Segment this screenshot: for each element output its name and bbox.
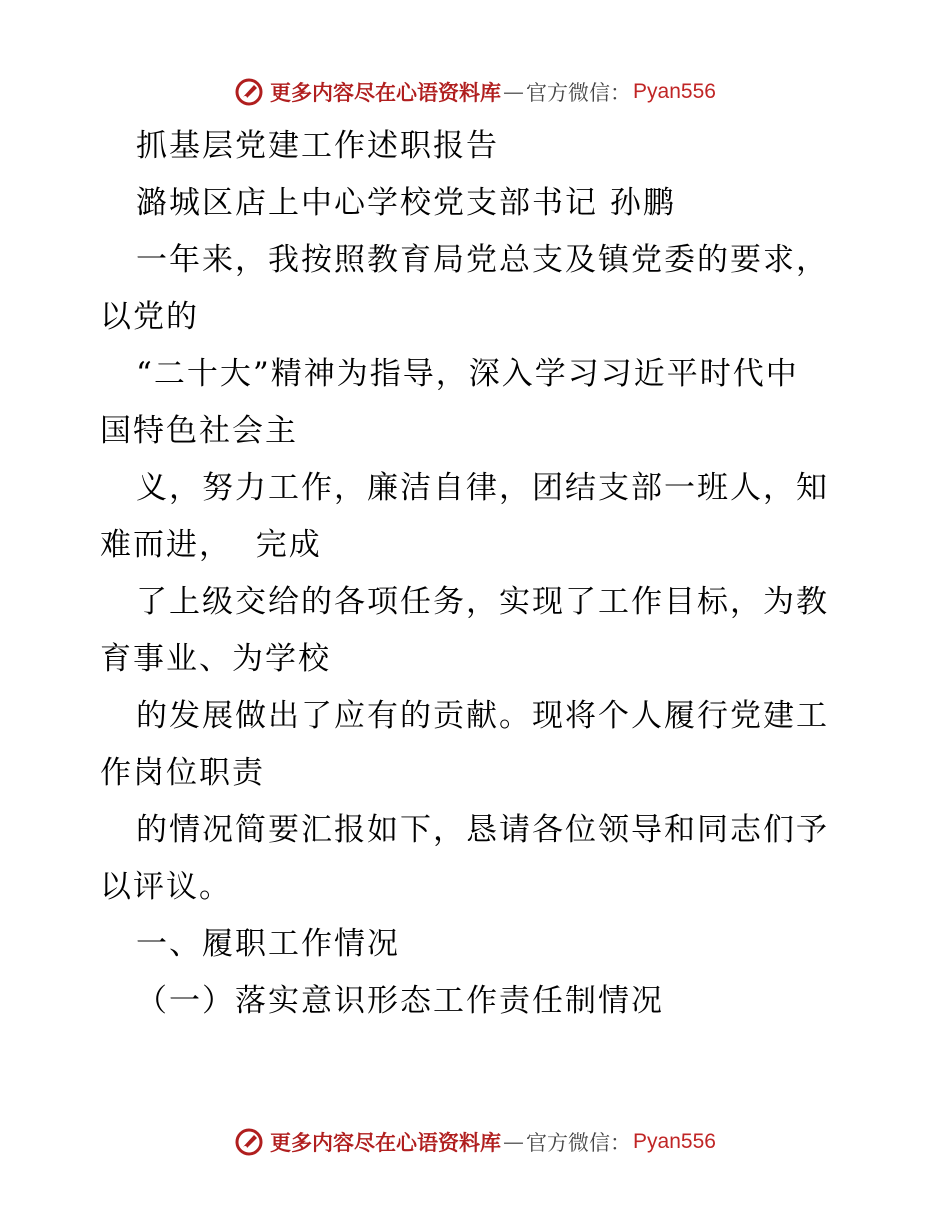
watermark-wechat-id: Pyan556 [633,1130,716,1153]
watermark-title: 更多内容尽在心语资料库 [270,1131,502,1155]
paragraph-line: 国特色社会主 [100,413,298,449]
watermark-footer [0,1122,950,1162]
paragraph-line: 一年来，我按照教育局党总支及镇党委的要求， [136,242,829,278]
watermark-wechat-label: 官方微信： [526,81,632,105]
watermark-wechat-label: 官方微信： [526,1131,632,1155]
subsection-heading: （一）落实意识形态工作责任制情况 [136,983,664,1019]
paragraph-line: 了上级交给的各项任务，实现了工作目标，为教 [136,584,829,620]
paragraph-line: 难而进， 完成 [100,527,322,563]
document-body [100,118,860,1030]
paragraph-line: “二十大”精神为指导，深入学习习近平时代中 [136,356,799,392]
paragraph-line: 的情况简要汇报如下，恳请各位领导和同志们予 [136,812,829,848]
brush-seal-logo-icon [234,77,264,107]
section-heading: 一、履职工作情况 [136,926,400,962]
watermark-separator: — [503,1130,525,1154]
brush-seal-logo-icon [234,1127,264,1157]
watermark-header [0,72,950,112]
watermark-title: 更多内容尽在心语资料库 [270,81,502,105]
paragraph-line: 义，努力工作，廉洁自律，团结支部一班人，知 [136,470,829,506]
paragraph-line: 的发展做出了应有的贡献。现将个人履行党建工 [136,698,829,734]
paragraph-line: 育事业、为学校 [100,641,331,677]
document-author: 潞城区店上中心学校党支部书记 孙鹏 [136,185,676,221]
document-title: 抓基层党建工作述职报告 [136,128,499,164]
watermark-separator: — [503,80,525,104]
watermark-wechat-id: Pyan556 [633,80,716,103]
paragraph-line: 以评议。 [100,869,232,905]
paragraph-line: 以党的 [100,299,199,335]
paragraph-line: 作岗位职责 [100,755,265,791]
